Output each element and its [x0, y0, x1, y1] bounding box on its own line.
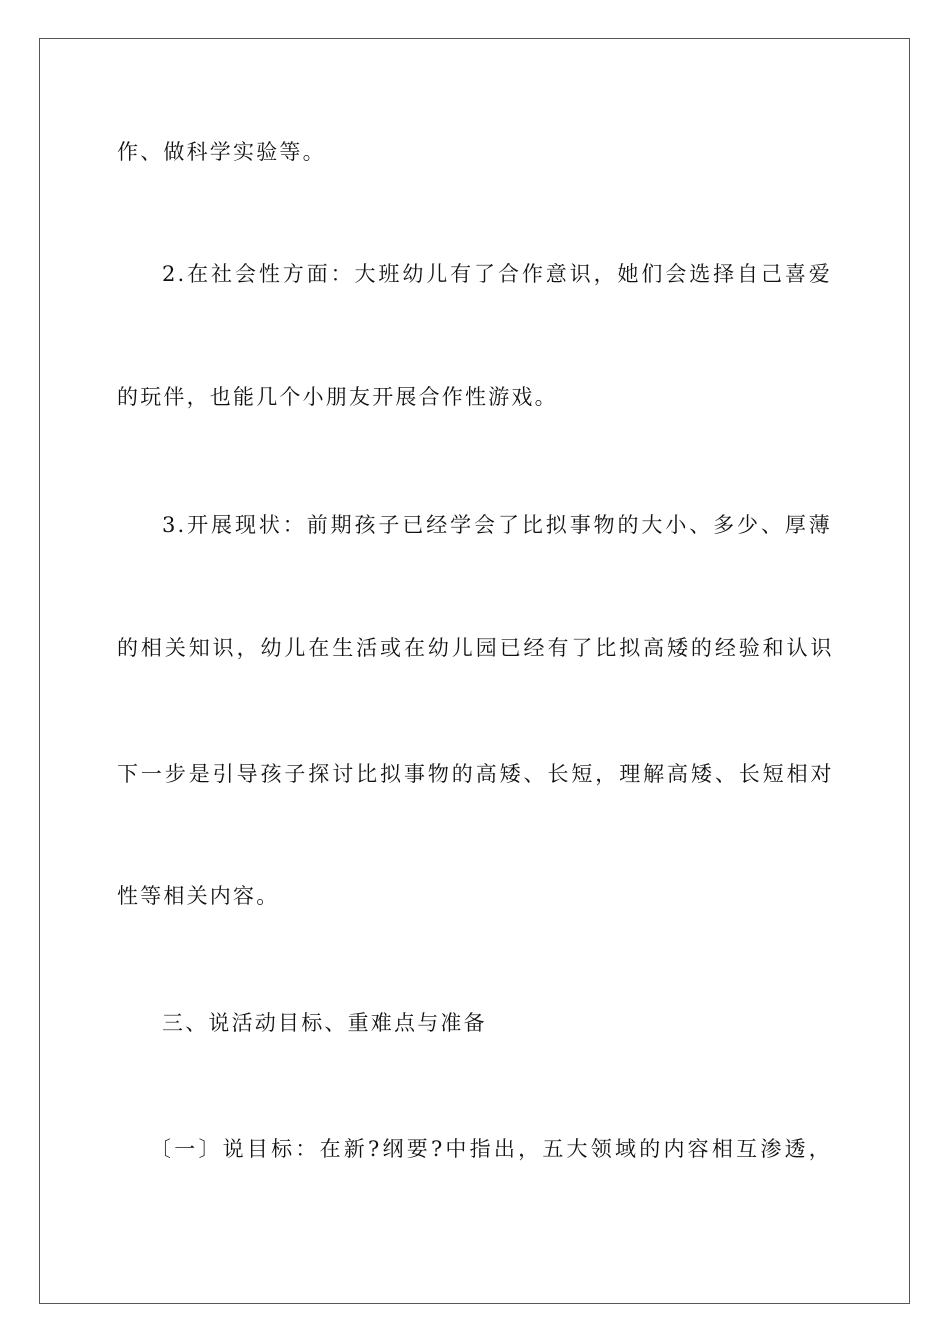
section-heading: 三、说活动目标、重难点与准备 [162, 1011, 487, 1035]
text-line-3: 的玩伴，也能几个小朋友开展合作性游戏。 [117, 385, 558, 409]
text-line-6: 下一步是引导孩子探讨比拟事物的高矮、长短，理解高矮、长短相对 [117, 762, 832, 786]
text-line-2: 2.在社会性方面：大班幼儿有了合作意识，她们会选择自己喜爱 [162, 262, 832, 286]
text-line-1: 作、做科学实验等。 [117, 140, 326, 164]
text-line-4: 3.开展现状：前期孩子已经学会了比拟事物的大小、多少、厚薄 [162, 513, 832, 537]
text-line-5: 的相关知识，幼儿在生活或在幼儿园已经有了比拟高矮的经验和认识 [117, 636, 832, 660]
text-line-9: 〔一〕说目标：在新?纲要?中指出，五大领域的内容相互渗透， [150, 1137, 832, 1161]
text-line-7: 性等相关内容。 [117, 884, 280, 908]
page-frame [39, 38, 910, 1304]
